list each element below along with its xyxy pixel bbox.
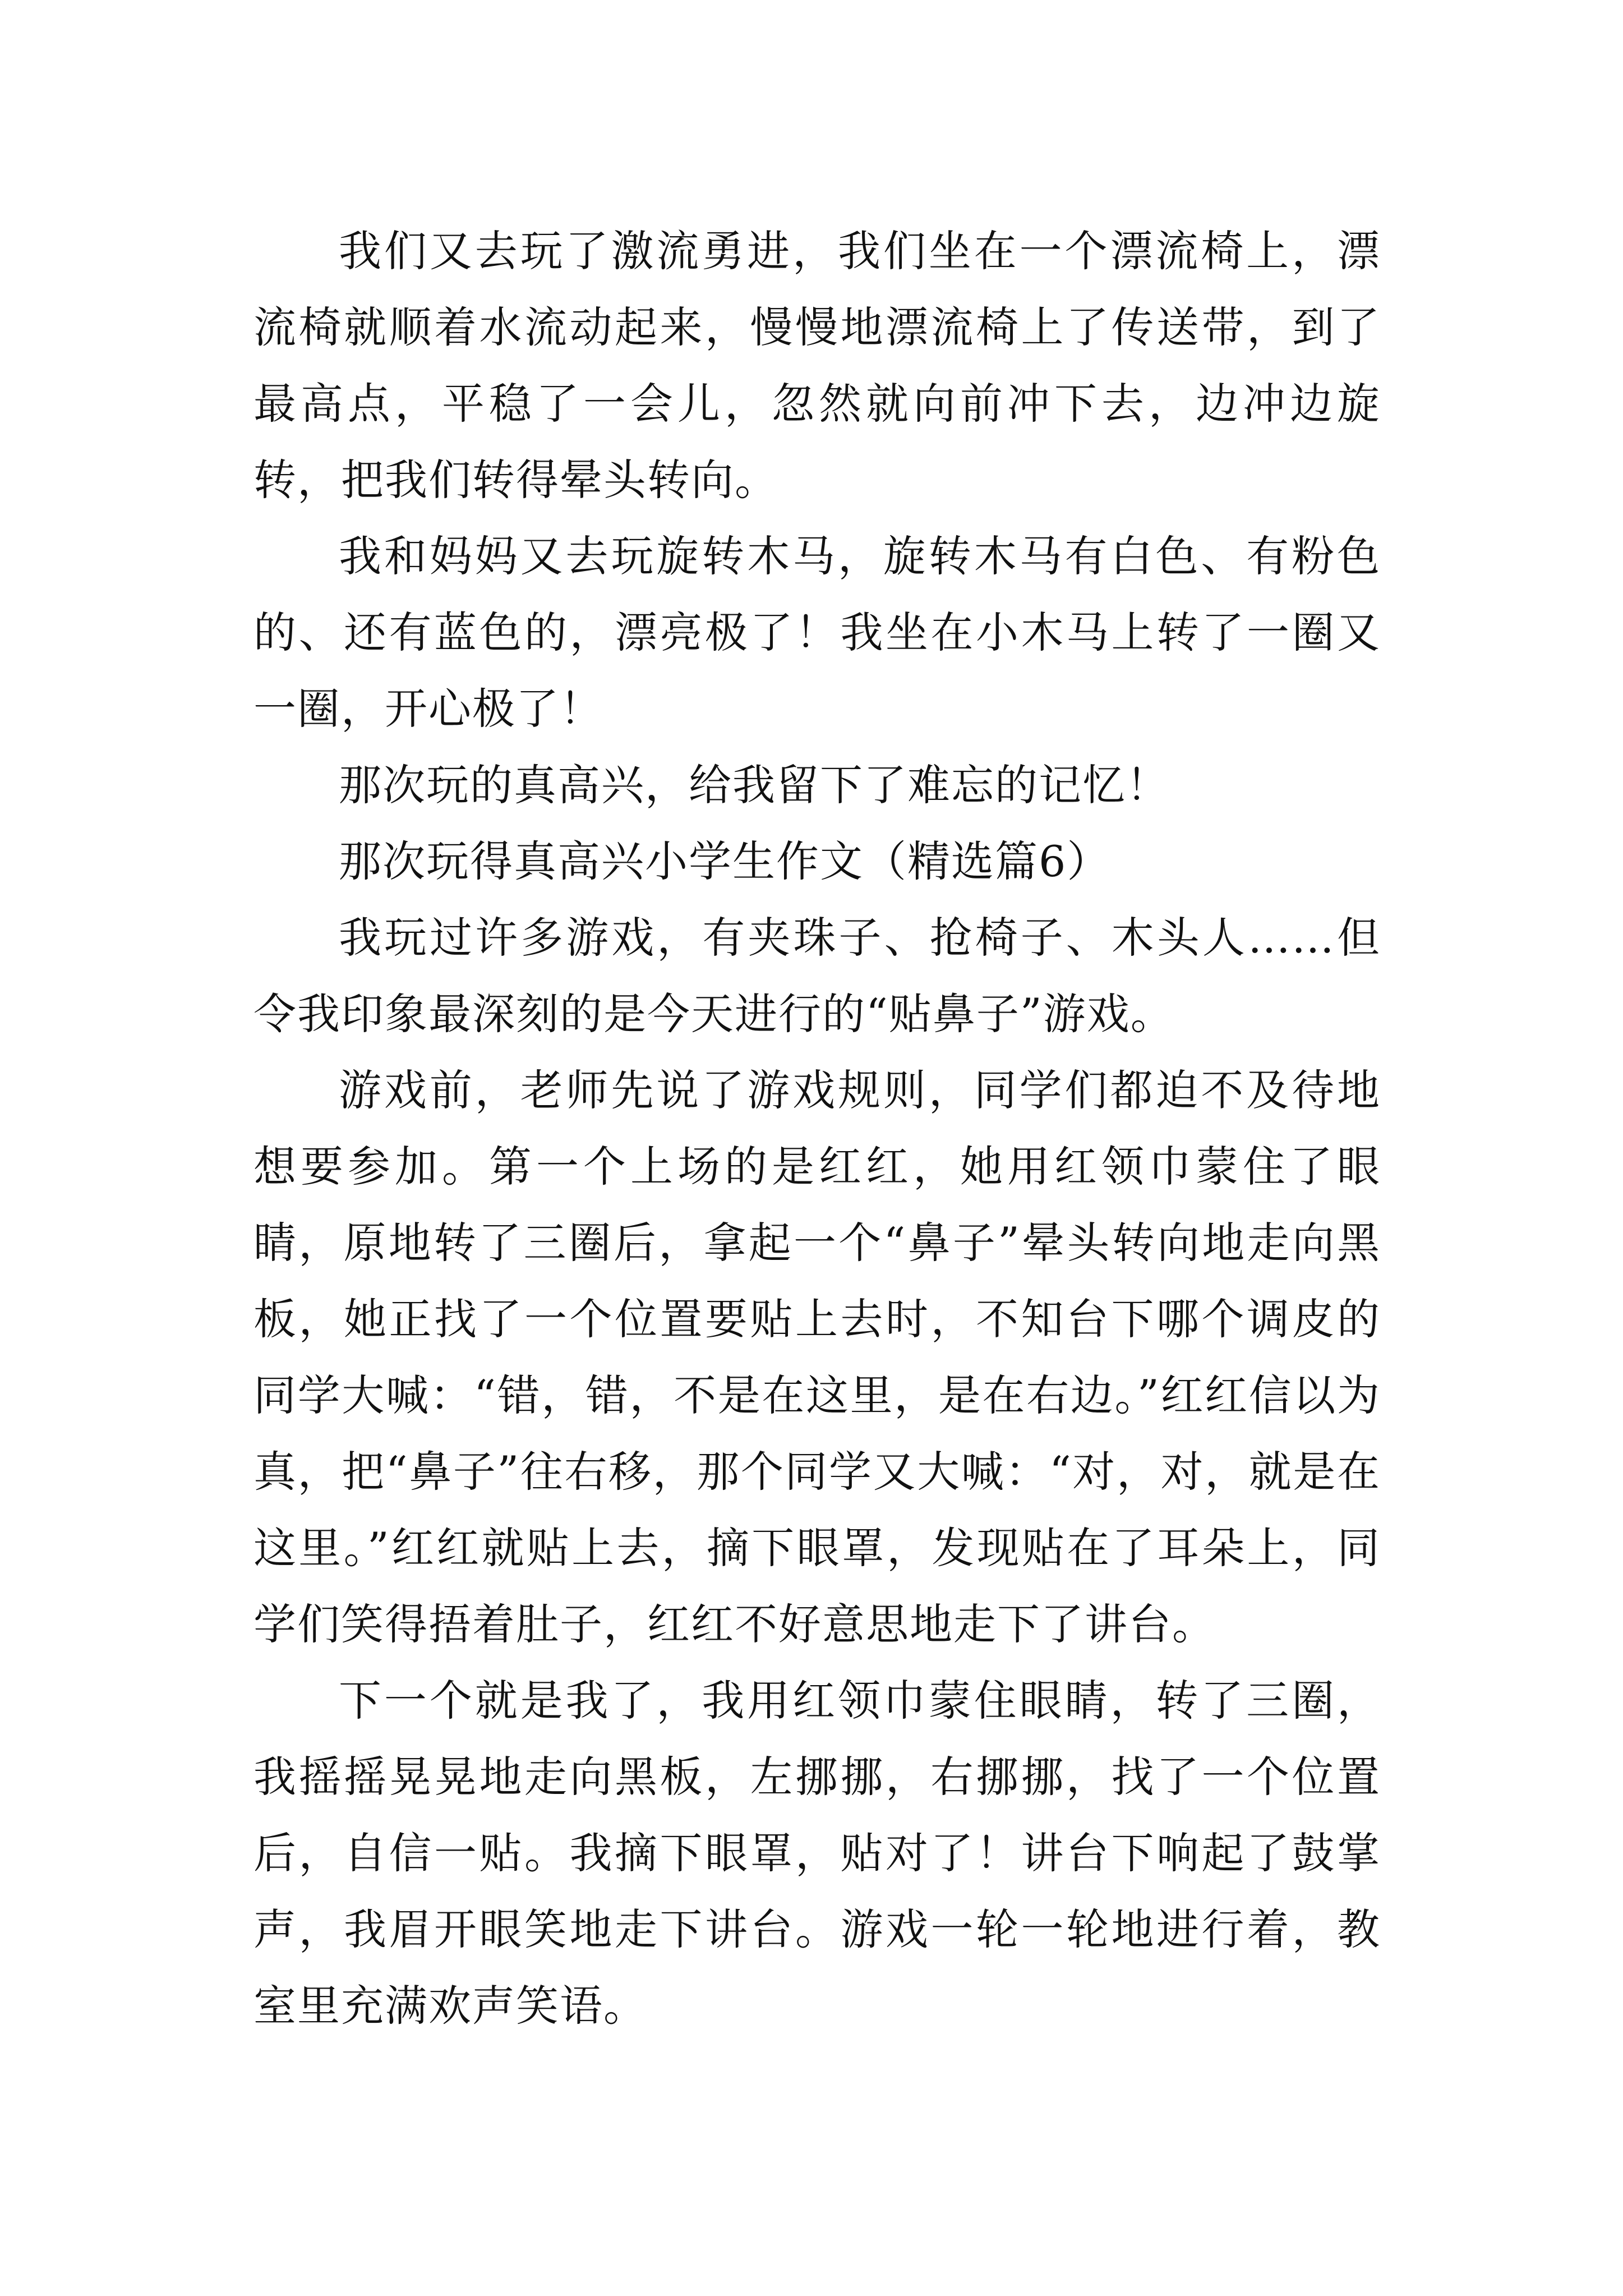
- paragraph-games-intro: 我玩过许多游戏，有夹珠子、抢椅子、木头人……但令我印象最深刻的是今天进行的“贴鼻子”游戏。: [253, 913, 1381, 1039]
- paragraph-memory: 那次玩的真高兴，给我留下了难忘的记忆！: [339, 760, 1170, 810]
- paragraph-carousel: 我和妈妈又去玩旋转木马，旋转木马有白色、有粉色的、还有蓝色的，漂亮极了！我坐在小木马上转了一圈又一圈，开心极了！: [253, 531, 1381, 734]
- section-heading: 那次玩得真高兴小学生作文（精选篇6）: [339, 836, 1111, 886]
- paragraph-rafting: 我们又去玩了激流勇进，我们坐在一个漂流椅上，漂流椅就顺着水流动起来，慢慢地漂流椅上了传送带，到了最高点，平稳了一会儿，忽然就向前冲下去，边冲边旋转，把我们转得晕头转向。: [253, 226, 1381, 505]
- paragraph-honghong-turn: 游戏前，老师先说了游戏规则，同学们都迫不及待地想要参加。第一个上场的是红红，她用红领巾蒙住了眼睛，原地转了三圈后，拿起一个“鼻子”晕头转向地走向黑板，她正找了一个位置要贴上去时，不知台下哪个调皮的同学大喊：“错，错，不是在这里，是在右边。”红红信以为真，把“鼻子”往右移，那个同学又大喊：“对，对，就是在这里。”红红就贴上去，摘下眼罩，发现贴在了耳朵上，同学们笑得捂着肚子，红红不好意思地走下了讲台。: [253, 1065, 1381, 1649]
- document-body: [253, 213, 1381, 2044]
- paragraph-my-turn: 下一个就是我了，我用红领巾蒙住眼睛，转了三圈，我摇摇晃晃地走向黑板，左挪挪，右挪挪，找了一个位置后，自信一贴。我摘下眼罩，贴对了！讲台下响起了鼓掌声，我眉开眼笑地走下讲台。游戏一轮一轮地进行着，教室里充满欢声笑语。: [253, 1676, 1381, 2031]
